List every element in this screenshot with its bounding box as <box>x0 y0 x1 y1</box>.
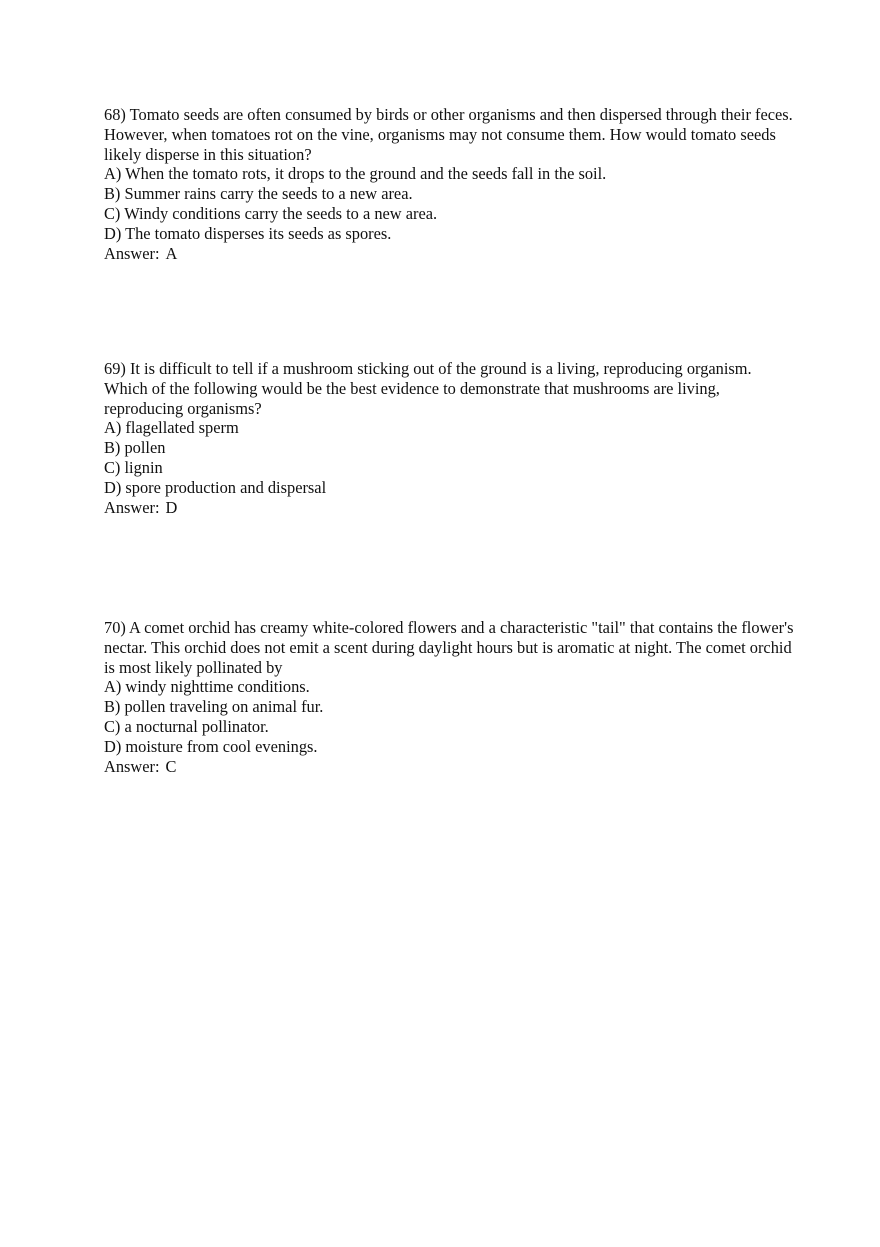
answer-option-b: B) Summer rains carry the seeds to a new area. <box>104 184 413 204</box>
answer-option-a: A) flagellated sperm <box>104 418 239 438</box>
answer-line <box>104 244 794 264</box>
answer-label: Answer: <box>104 243 160 263</box>
answer-option-c: C) lignin <box>104 457 163 477</box>
answer-line <box>104 757 794 777</box>
answer-option-d: D) spore production and dispersal <box>104 477 327 497</box>
question-69 <box>104 359 794 517</box>
answer-option-d: D) moisture from cool evenings. <box>104 736 318 756</box>
answer-option-c: C) a nocturnal pollinator. <box>104 716 269 736</box>
answer-label: Answer: <box>104 497 160 517</box>
question-70 <box>104 618 794 776</box>
answer-value: D <box>165 497 178 517</box>
question-stem: 69) It is difficult to tell if a mushroom sticking out of the ground is a living, reproducing organism. Which of the following would be the best evidence to demonstrate that mushrooms are living, reproducing organisms? <box>104 359 752 418</box>
answer-option-b: B) pollen <box>104 438 166 458</box>
question-68 <box>104 105 794 263</box>
answer-option-b: B) pollen traveling on animal fur. <box>104 697 324 717</box>
answer-label: Answer: <box>104 756 160 776</box>
answer-option-d: D) The tomato disperses its seeds as spores. <box>104 223 392 243</box>
question-stem: 70) A comet orchid has creamy white-colored flowers and a characteristic "tail" that contains the flower's nectar. This orchid does not emit a scent during daylight hours but is aromatic at night. The comet orchid is most likely pollinated by <box>104 618 794 677</box>
answer-line <box>104 498 794 518</box>
question-stem: 68) Tomato seeds are often consumed by birds or other organisms and then dispersed through their feces. However, when tomatoes rot on the vine, organisms may not consume them. How would tomato seeds likely disperse in this situation? <box>104 105 793 164</box>
answer-option-a: A) When the tomato rots, it drops to the ground and the seeds fall in the soil. <box>104 164 607 184</box>
answer-option-a: A) windy nighttime conditions. <box>104 677 310 697</box>
answer-value: C <box>165 756 177 776</box>
answer-value: A <box>165 243 178 263</box>
answer-option-c: C) Windy conditions carry the seeds to a new area. <box>104 203 438 223</box>
